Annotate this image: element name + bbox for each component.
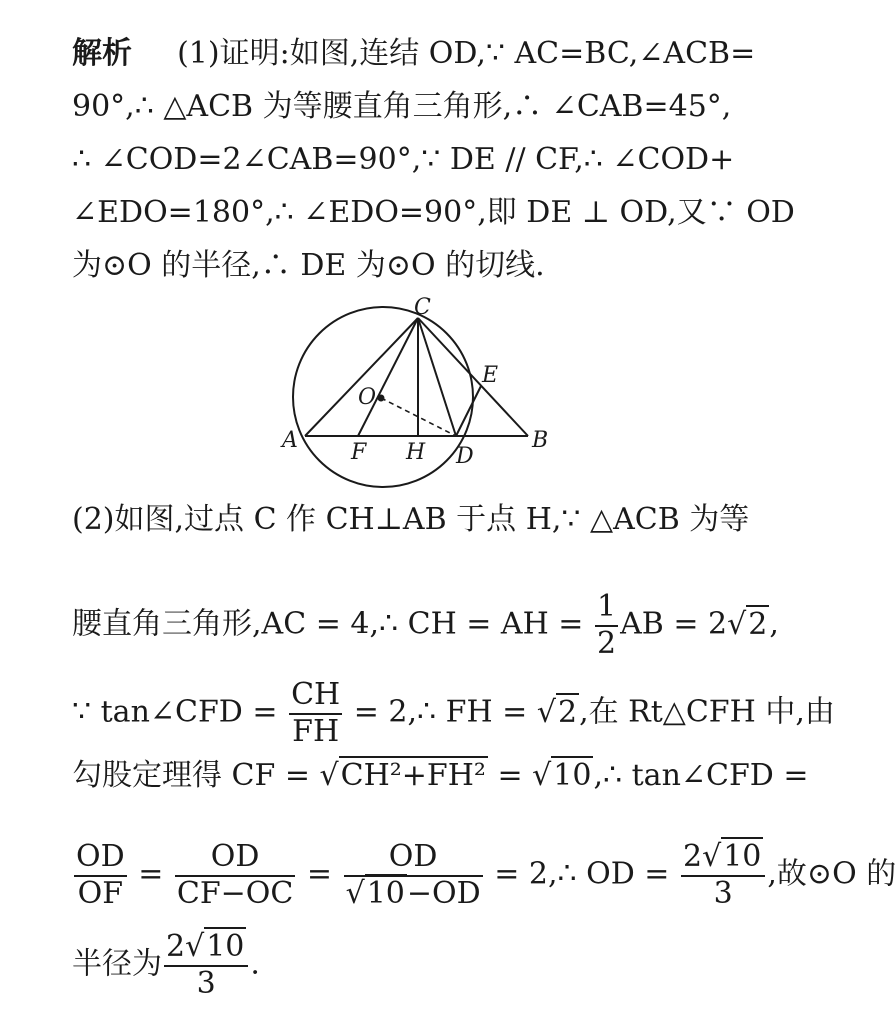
label-h: H — [406, 440, 426, 465]
label-c: C — [414, 295, 431, 320]
sqrt-2: √2 — [727, 606, 768, 642]
label-e: E — [482, 363, 499, 388]
label-b: B — [532, 428, 549, 453]
segment-cd — [418, 318, 456, 436]
part2-line-6: 半径为 $\frac{2√10}{3}$ . — [72, 929, 260, 1001]
part1-text-1: (1)证明:如图,连结 OD,∵ AC=BC,∠ACB= — [177, 36, 756, 71]
part2-line-1: (2)如图,过点 C 作 CH⊥AB 于点 H,∵ △ACB 为等 — [72, 502, 750, 537]
fraction-ch-fh: $\frac{CH}{FH}$ — [291, 677, 341, 749]
fraction-od-of: $\frac{OD}{OF}$ — [76, 839, 125, 911]
segment-ac — [305, 318, 418, 436]
segment-cf — [358, 318, 418, 436]
segment-de — [456, 386, 481, 436]
part1-line-4: ∠EDO=180°,∴ ∠EDO=90°,即 DE ⊥ OD,又∵ OD — [72, 195, 795, 230]
part1-line-3: ∴ ∠COD=2∠CAB=90°,∵ DE // CF,∴ ∠COD+ — [72, 142, 735, 177]
segment-cb — [418, 318, 528, 436]
label-o: O — [358, 385, 377, 410]
part2-line-2: 腰直角三角形,AC = 4,∴ CH = AH = $\frac{1}{2}$ AB = 2√2, — [72, 589, 779, 661]
part2-line-5: $\frac{OD}{OF}$ = $\frac{OD}{CF-OC}$ = $\frac{OD}{√10-OD}$ = 2,∴ OD = $\frac{2√10}{3}$ ,故⊙O 的 — [76, 839, 896, 911]
sqrt-2b: √2 — [536, 694, 578, 730]
part2-line-3: ∵ tan∠CFD = $\frac{CH}{FH}$ = 2,∴ FH = √2,在 Rt△CFH 中,由 — [72, 677, 835, 749]
part2-line-4: 勾股定理得 CF = √CH²+FH² = √10,∴ tan∠CFD = — [72, 756, 809, 796]
point-o — [378, 395, 385, 402]
fraction-radius: $\frac{2√10}{3}$ — [164, 930, 248, 1001]
label-d: D — [456, 444, 474, 469]
part1-line-2: 90°,∴ △ACB 为等腰直角三角形,∴ ∠CAB=45°, — [72, 89, 732, 124]
heading-jiexi: 解析 — [72, 36, 132, 71]
label-f: F — [351, 440, 367, 465]
part1-line-5: 为⊙O 的半径,∴ DE 为⊙O 的切线. — [72, 248, 545, 283]
sqrt-10: √10 — [532, 758, 592, 793]
fraction-2sqrt10-3: $\frac{2√10}{3}$ — [681, 840, 765, 911]
fraction-od-cf-oc: $\frac{OD}{CF-OC}$ — [176, 839, 294, 911]
fraction-od-sqrt10-od: $\frac{OD}{√10-OD}$ — [345, 839, 481, 911]
sqrt-ch2-fh2: √CH²+FH² — [319, 758, 486, 793]
fraction-one-half: $\frac{1}{2}$ — [596, 589, 617, 661]
label-a: A — [282, 428, 298, 453]
